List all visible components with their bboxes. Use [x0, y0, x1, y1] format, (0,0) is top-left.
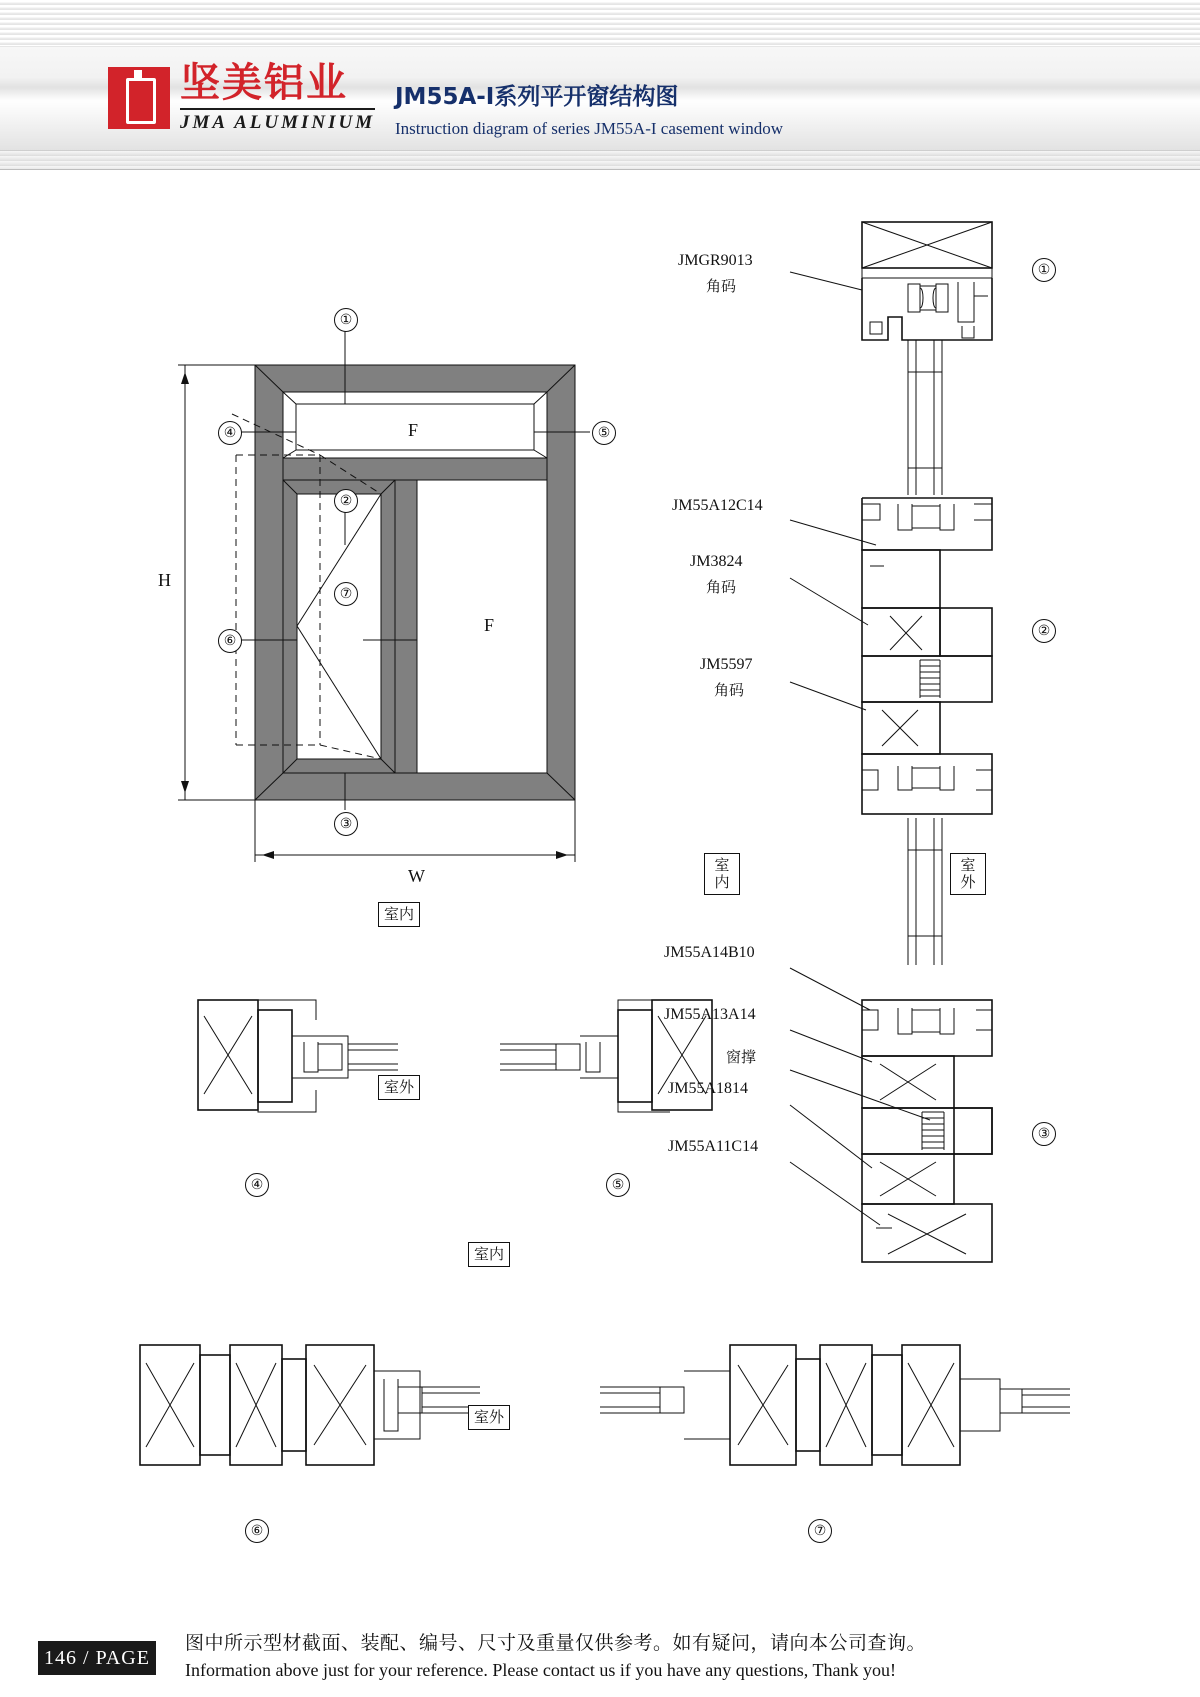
part-label-jm3824: JM3824 [690, 553, 743, 570]
detail-number-6: ⑥ [245, 1519, 269, 1543]
title-english: Instruction diagram of series JM55A-I casement window [395, 119, 784, 138]
part-label-jm55a12c14: JM55A12C14 [672, 497, 763, 514]
part-label-jm55a11c14: JM55A11C14 [668, 1138, 759, 1155]
part-label-jm55a14b10: JM55A14B10 [664, 944, 755, 961]
logo-english-name: JMA ALUMINIUM [180, 108, 375, 134]
part-label-jmgr9013-cn: 角码 [706, 277, 737, 295]
detail-number-3: ③ [1032, 1122, 1056, 1146]
outdoor-label-detail6: 室外 [468, 1405, 510, 1430]
fixed-right-label: F [484, 615, 495, 635]
dimension-h: H [158, 570, 171, 590]
detail-number-2: ② [1032, 619, 1056, 643]
page-footer [0, 1601, 1200, 1697]
indoor-label-detail4: 室内 [378, 902, 420, 927]
callout-4-elevation: ④ [218, 421, 242, 445]
detail-number-5: ⑤ [606, 1173, 630, 1197]
callout-2-elevation: ② [334, 489, 358, 513]
fixed-top-label: F [408, 420, 419, 440]
detail-number-4: ④ [245, 1173, 269, 1197]
indoor-label-detail2: 室内 [704, 853, 740, 895]
callout-1-elevation: ① [334, 308, 358, 332]
part-label-jm55a13a14: JM55A13A14 [664, 1006, 756, 1023]
part-label-window-stay-cn: 窗撑 [726, 1048, 757, 1066]
part-label-jmgr9013: JMGR9013 [678, 252, 753, 269]
part-label-jm5597: JM5597 [700, 656, 753, 673]
indoor-label-detail6: 室内 [468, 1242, 510, 1267]
callout-7-elevation: ⑦ [334, 582, 358, 606]
part-label-jm3824-cn: 角码 [706, 578, 737, 596]
outdoor-label-detail4: 室外 [378, 1075, 420, 1100]
outdoor-label-detail2: 室外 [950, 853, 986, 895]
title-chinese: JM55A-I系列平开窗结构图 [395, 84, 679, 110]
callout-6-elevation: ⑥ [218, 629, 242, 653]
detail-number-7: ⑦ [808, 1519, 832, 1543]
page-number: 146 / PAGE [38, 1641, 156, 1675]
logo-chinese-name: 坚美铝业 [180, 60, 348, 106]
part-label-jm5597-cn: 角码 [714, 681, 745, 699]
callout-3-elevation: ③ [334, 812, 358, 836]
dimension-w: W [408, 866, 425, 886]
footer-note-chinese: 图中所示型材截面、装配、编号、尺寸及重量仅供参考。如有疑问，请向本公司查询。 [185, 1632, 927, 1654]
callout-5-elevation: ⑤ [592, 421, 616, 445]
part-label-jm55a1814: JM55A1814 [668, 1080, 749, 1097]
footer-note-english: Information above just for your reference. Please contact us if you have any questions, Thank you! [185, 1660, 896, 1680]
detail-number-1: ① [1032, 258, 1056, 282]
